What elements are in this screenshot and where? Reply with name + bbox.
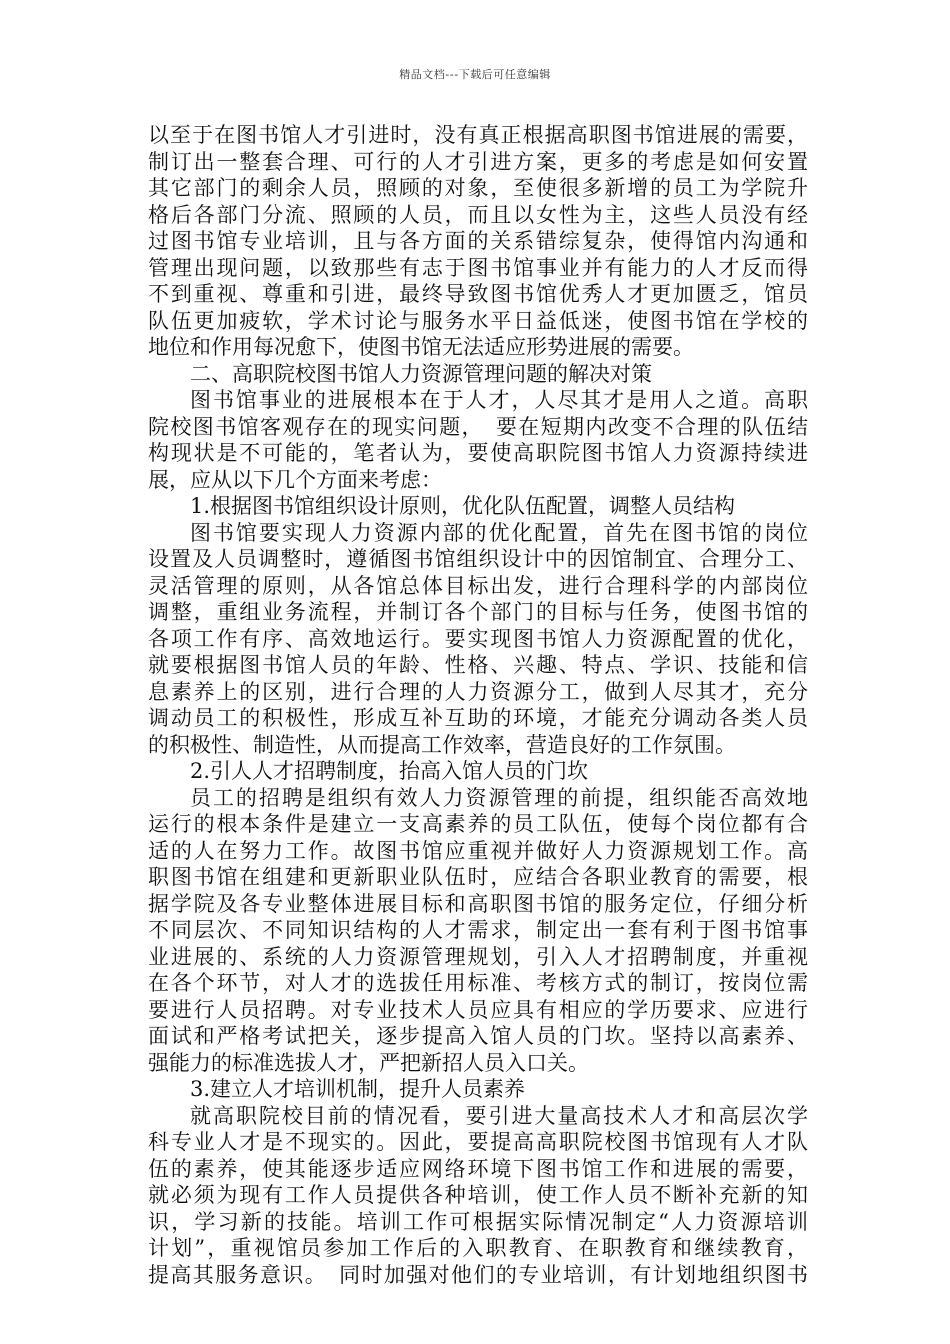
text-line: 构现状是不可能的，笔者认为，要使高职院图书馆人力资源持续进 — [148, 441, 808, 465]
text-line: 的积极性、制造性，从而提高工作效率，营造良好的工作氛围。 — [148, 732, 736, 757]
text-line: 运行的根本条件是建立一支高素养的员工队伍，使每个岗位都有合 — [148, 812, 808, 836]
text-line: 科专业人才是不现实的。因此，要提高高职院校图书馆现有人才队 — [148, 1130, 808, 1154]
text-line: 强能力的标准选拔人才，严把新招人员入口关。 — [148, 1050, 589, 1075]
text-line: 调整，重组业务流程，并制订各个部门的目标与任务，使图书馆的 — [148, 600, 808, 624]
text-line: 二、高职院校图书馆人力资源管理问题的解决对策 — [190, 361, 652, 386]
text-line: 灵活管理的原则，从各馆总体目标出发，进行合理科学的内部岗位 — [148, 573, 808, 598]
text-line: 2.引人人才招聘制度，抬高入馆人员的门坎 — [190, 759, 589, 783]
text-line: 地位和作用每况愈下，使图书馆无法适应形势进展的需要。 — [148, 335, 694, 359]
text-line: 管理出现问题，以致那些有志于图书馆事业并有能力的人才反而得 — [148, 255, 808, 280]
text-line: 不同层次、不同知识结构的人才需求，制定出一套有利于图书馆事 — [148, 918, 808, 942]
text-line: 设置及人员调整时，遵循图书馆组织设计中的因馆制宜、合理分工、 — [148, 547, 808, 571]
text-line: 以至于在图书馆人才引进时，没有真正根据高职图书馆进展的需要， — [148, 123, 808, 147]
text-line: 图书馆要实现人力资源内部的优化配置，首先在图书馆的岗位 — [190, 520, 808, 545]
text-line: 职图书馆在组建和更新职业队伍时，应结合各职业教育的需要，根 — [148, 865, 808, 889]
text-line: 3.建立人才培训机制，提升人员素养 — [190, 1077, 526, 1101]
text-line: 各项工作有序、高效地运行。要实现图书馆人力资源配置的优化， — [148, 626, 808, 651]
text-line: 适的人在努力工作。故图书馆应重视并做好人力资源规划工作。高 — [148, 838, 808, 863]
text-line: 格后各部门分流、照顾的人员，而且以女性为主，这些人员没有经 — [148, 202, 808, 227]
text-line: 员工的招聘是组织有效人力资源管理的前提，组织能否高效地 — [190, 785, 808, 810]
text-line: 其它部门的剩余人员，照顾的对象，至使很多新增的员工为学院升 — [148, 176, 808, 200]
text-line: 制订出一整套合理、可行的人才引进方案，更多的考虑是如何安置 — [148, 149, 808, 174]
text-line: 识，学习新的技能。培训工作可根据实际情况制定“人力资源培训 — [148, 1209, 808, 1234]
text-line: 在各个环节，对人才的选拔任用标准、考核方式的制订，按岗位需 — [148, 971, 808, 995]
text-line: 过图书馆专业培训，且与各方面的关系错综复杂，使得馆内沟通和 — [148, 229, 808, 253]
text-line: 调动员工的积极性，形成互补互助的环境，才能充分调动各类人员 — [148, 706, 808, 730]
text-line: 图书馆事业的进展根本在于人才，人尽其才是用人之道。高职 — [190, 388, 808, 412]
text-line: 院校图书馆客观存在的现实问题， 要在短期内改变不合理的队伍结 — [148, 414, 808, 439]
text-line: 据学院及各专业整体进展目标和高职图书馆的服务定位，仔细分析 — [148, 891, 808, 916]
text-line: 就高职院校目前的情况看，要引进大量高技术人才和高层次学 — [190, 1103, 808, 1128]
text-line: 计划”，重视馆员参加工作后的入职教育、在职教育和继续教育， — [148, 1236, 808, 1260]
text-line: 要进行人员招聘。对专业技术人员应具有相应的学历要求、应进行 — [148, 997, 808, 1022]
text-line: 1.根据图书馆组织设计原则，优化队伍配置，调整人员结构 — [190, 494, 736, 518]
text-line: 就要根据图书馆人员的年龄、性格、兴趣、特点、学识、技能和信 — [148, 653, 808, 677]
text-line: 队伍更加疲软，学术讨论与服务水平日益低迷，使图书馆在学校的 — [148, 308, 808, 333]
text-line: 面试和严格考试把关，逐步提高入馆人员的门坎。坚持以高素养、 — [148, 1024, 808, 1048]
text-line: 伍的素养，使其能逐步适应网络环境下图书馆工作和进展的需要， — [148, 1156, 808, 1181]
text-line: 息素养上的区别，进行合理的人力资源分工，做到人尽其才，充分 — [148, 679, 808, 704]
text-line: 就必须为现有工作人员提供各种培训，使工作人员不断补充新的知 — [148, 1183, 808, 1207]
page-header: 精品文档---下载后可任意编辑 — [399, 68, 551, 81]
text-line: 不到重视、尊重和引进，最终导致图书馆优秀人才更加匮乏，馆员 — [148, 282, 808, 306]
document-body — [148, 122, 808, 1288]
text-line: 业进展的、系统的人力资源管理规划，引入人才招聘制度，并重视 — [148, 944, 808, 969]
text-line: 提高其服务意识。 同时加强对他们的专业培训，有计划地组织图书 — [148, 1262, 808, 1287]
text-line: 展，应从以下几个方面来考虑： — [148, 467, 442, 492]
